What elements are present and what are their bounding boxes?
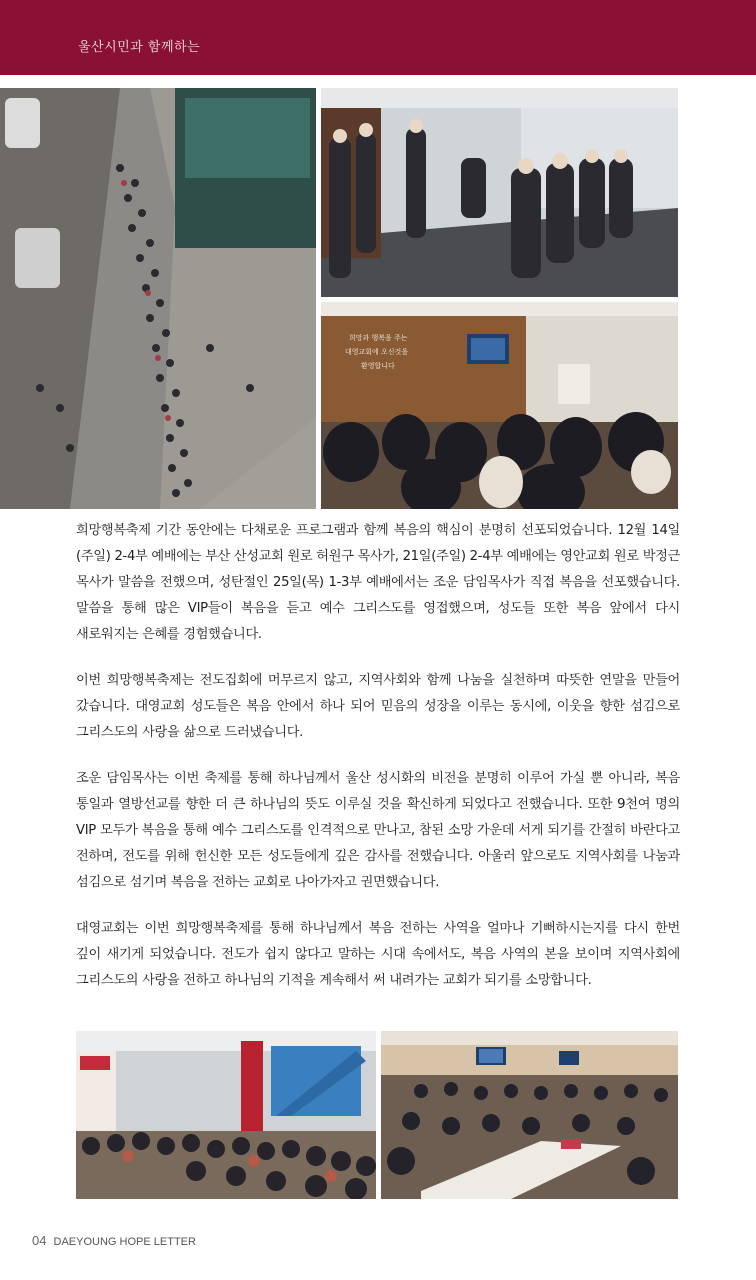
wall-sign-line3: 환영합니다 (361, 362, 395, 370)
article-paragraph: 이번 희망행복축제는 전도집회에 머무르지 않고, 지역사회와 함께 나눔을 실천하며 따뜻한 연말을 만들어 갔습니다. 대영교회 성도들은 복음 안에서 하나 되어 믿음의 성장을 이루는 동시에, 이웃을 향한 섬김으로 그리스도의 사랑을 삶으로 드러냈습니다. (76, 673, 680, 740)
article-body (76, 518, 680, 1014)
header-title: 울산시민과 함께하는 (78, 40, 201, 55)
wall-sign-line1: 희망과 행복을 주는 (349, 334, 408, 342)
article-paragraph: 희망행복축제 기간 동안에는 다채로운 프로그램과 함께 복음의 핵심이 분명히 선포되었습니다. 12월 14일(주일) 2-4부 예배에는 부산 산성교회 원로 허원구 목사가, 21일(주일) 2-4부 예배에는 영안교회 원로 박정근 목사가 말씀을 전했으며, 성탄절인 25일(목) 1-3부 예배에서는 조운 담임목사가 직접 복음을 선포했습니다. 말씀을 통해 많은 VIP들이 복음을 듣고 예수 그리스도를 영접했으며, 성도들 또한 복음 앞에서 다시 새로워지는 은혜를 경험했습니다. (76, 523, 681, 642)
photo-atrium-crowd (76, 1031, 376, 1199)
wall-sign-line2: 대영교회에 오신것을 (345, 348, 409, 356)
page-header (0, 0, 756, 75)
publication-name: DAEYOUNG HOPE LETTER (53, 1236, 196, 1248)
photo-hall-tables (381, 1031, 678, 1199)
article-paragraph: 대영교회는 이번 희망행복축제를 통해 하나님께서 복음 전하는 사역을 얼마나 기뻐하시는지를 다시 한번 깊이 새기게 되었습니다. 전도가 쉽지 않다고 말하는 시대 속에서도, 복음 사역의 본을 보이며 지역사회에 그리스도의 사랑을 전하고 하나님의 기적을 계속해서 써 내려가는 교회가 되기를 소망합니다. (76, 921, 680, 988)
photo-street-queue (0, 88, 316, 509)
photo-waiting-room (321, 88, 678, 297)
article-paragraph: 조운 담임목사는 이번 축제를 통해 하나님께서 울산 성시화의 비전을 분명히 이루어 가실 뿐 아니라, 복음 통일과 열방선교를 향한 더 큰 하나님의 뜻도 이루실 것을 확신하게 되었다고 전했습니다. 또한 9천여 명의 VIP 모두가 복음을 통해 예수 그리스도를 인격적으로 만나고, 참된 소망 가운데 서게 되기를 간절히 바란다고 전하며, 전도를 위해 헌신한 모든 성도들에게 깊은 감사를 전했습니다. 아울러 앞으로도 지역사회를 나눔과 섬김으로 섬기며 복음을 전하는 교회로 나아가자고 권면했습니다. (76, 771, 680, 890)
page-footer (32, 1233, 196, 1248)
photo-lobby-screen (321, 302, 678, 509)
page-number: 04 (32, 1233, 47, 1248)
